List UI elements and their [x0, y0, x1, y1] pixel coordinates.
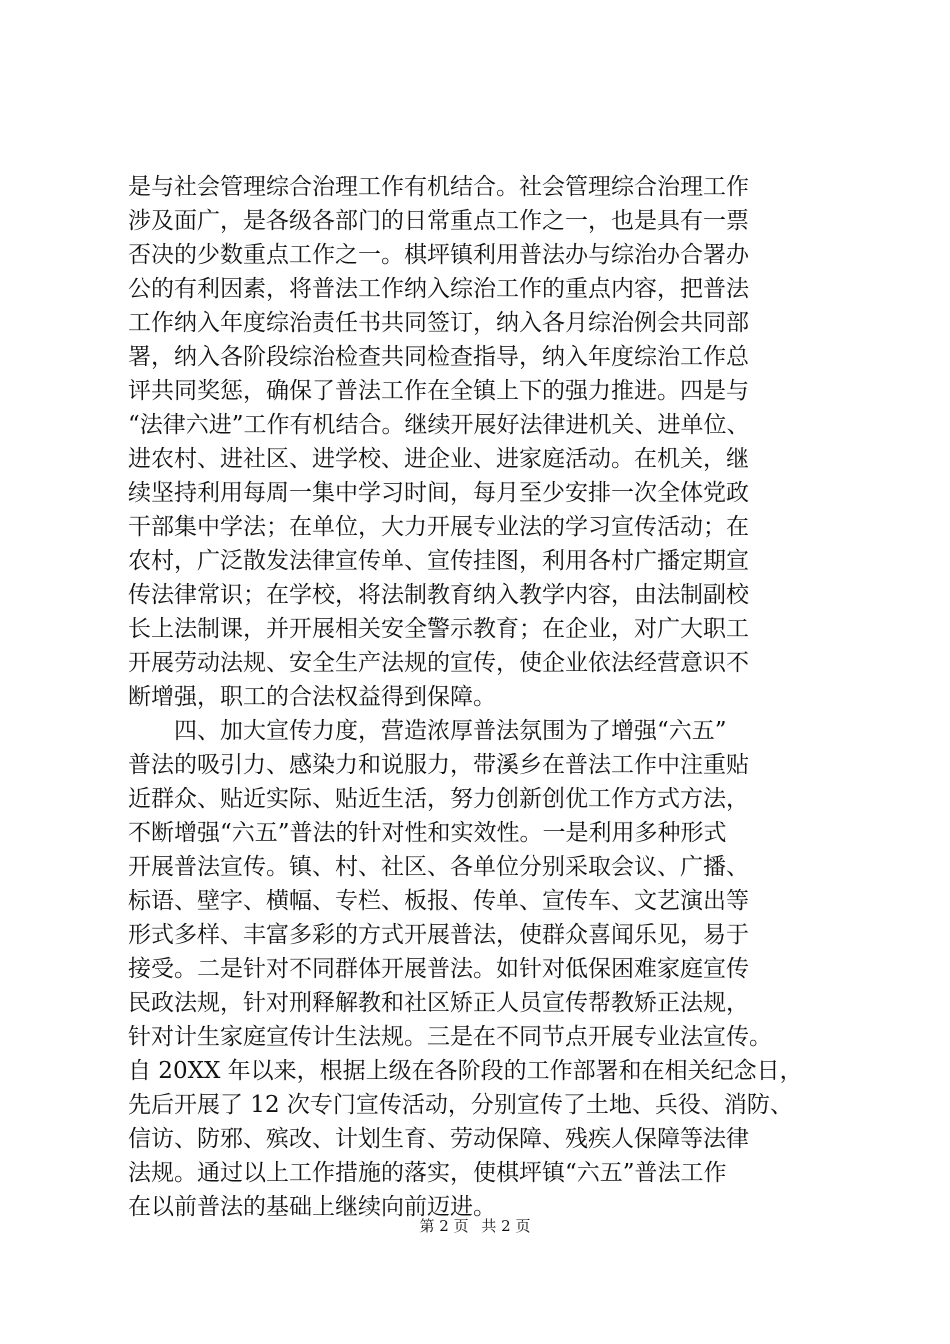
text-line: 近群众、贴近实际、贴近生活，努力创新创优工作方式方法，	[128, 786, 749, 812]
text-line: 传法律常识；在学校，将法制教育纳入教学内容，由法制副校	[128, 582, 749, 608]
text-line: 农村，广泛散发法律宣传单、宣传挂图，利用各村广播定期宣	[128, 548, 749, 574]
text-line: 公的有利因素，将普法工作纳入综治工作的重点内容，把普法	[128, 276, 749, 302]
text-line: 标语、壁字、横幅、专栏、板报、传单、宣传车、文艺演出等	[128, 888, 749, 914]
text-line: 工作纳入年度综治责任书共同签订，纳入各月综治例会共同部	[128, 310, 749, 336]
text-line: 续坚持利用每周一集中学习时间，每月至少安排一次全体党政	[128, 480, 749, 506]
text-line: 断增强，职工的合法权益得到保障。	[128, 684, 496, 710]
text-line: 民政法规，针对刑释解教和社区矫正人员宣传帮教矫正法规，	[128, 990, 749, 1016]
text-line: 四、加大宣传力度，营造浓厚普法氛围为了增强“六五”	[128, 718, 727, 744]
text-line: 进农村、进社区、进学校、进企业、进家庭活动。在机关，继	[128, 446, 749, 472]
text-line: “法律六进”工作有机结合。继续开展好法律进机关、进单位、	[128, 412, 750, 438]
page-number: 第 2 页	[419, 1217, 469, 1235]
text-line: 署，纳入各阶段综治检查共同检查指导，纳入年度综治工作总	[128, 344, 749, 370]
text-line: 法规。通过以上工作措施的落实，使棋坪镇“六五”普法工作	[128, 1160, 727, 1186]
page-total: 共 2 页	[481, 1217, 531, 1235]
text-line: 否决的少数重点工作之一。棋坪镇利用普法办与综治办合署办	[128, 242, 749, 268]
text-line: 先后开展了 12 次专门宣传活动，分别宣传了土地、兵役、消防、	[128, 1092, 793, 1118]
text-line: 形式多样、丰富多彩的方式开展普法，使群众喜闻乐见，易于	[128, 922, 749, 948]
text-line: 信访、防邪、殡改、计划生育、劳动保障、残疾人保障等法律	[128, 1126, 749, 1152]
text-line: 不断增强“六五”普法的针对性和实效性。一是利用多种形式	[128, 820, 727, 846]
text-line: 开展普法宣传。镇、村、社区、各单位分别采取会议、广播、	[128, 854, 749, 880]
text-line: 在以前普法的基础上继续向前迈进。	[128, 1194, 496, 1220]
text-line: 普法的吸引力、感染力和说服力，带溪乡在普法工作中注重贴	[128, 752, 749, 778]
text-line: 涉及面广，是各级各部门的日常重点工作之一，也是具有一票	[128, 208, 749, 234]
text-line: 长上法制课，并开展相关安全警示教育；在企业，对广大职工	[128, 616, 749, 642]
text-line: 开展劳动法规、安全生产法规的宣传，使企业依法经营意识不	[128, 650, 749, 676]
text-line: 干部集中学法；在单位，大力开展专业法的学习宣传活动；在	[128, 514, 749, 540]
text-line: 是与社会管理综合治理工作有机结合。社会管理综合治理工作	[128, 174, 749, 200]
text-line: 自 20XX 年以来，根据上级在各阶段的工作部署和在相关纪念日，	[128, 1058, 803, 1084]
text-line: 针对计生家庭宣传计生法规。三是在不同节点开展专业法宣传。	[128, 1024, 772, 1050]
text-line: 评共同奖惩，确保了普法工作在全镇上下的强力推进。四是与	[128, 378, 749, 404]
page-footer	[0, 1216, 950, 1236]
document-body	[128, 170, 828, 1224]
text-line: 接受。二是针对不同群体开展普法。如针对低保困难家庭宣传	[128, 956, 749, 982]
